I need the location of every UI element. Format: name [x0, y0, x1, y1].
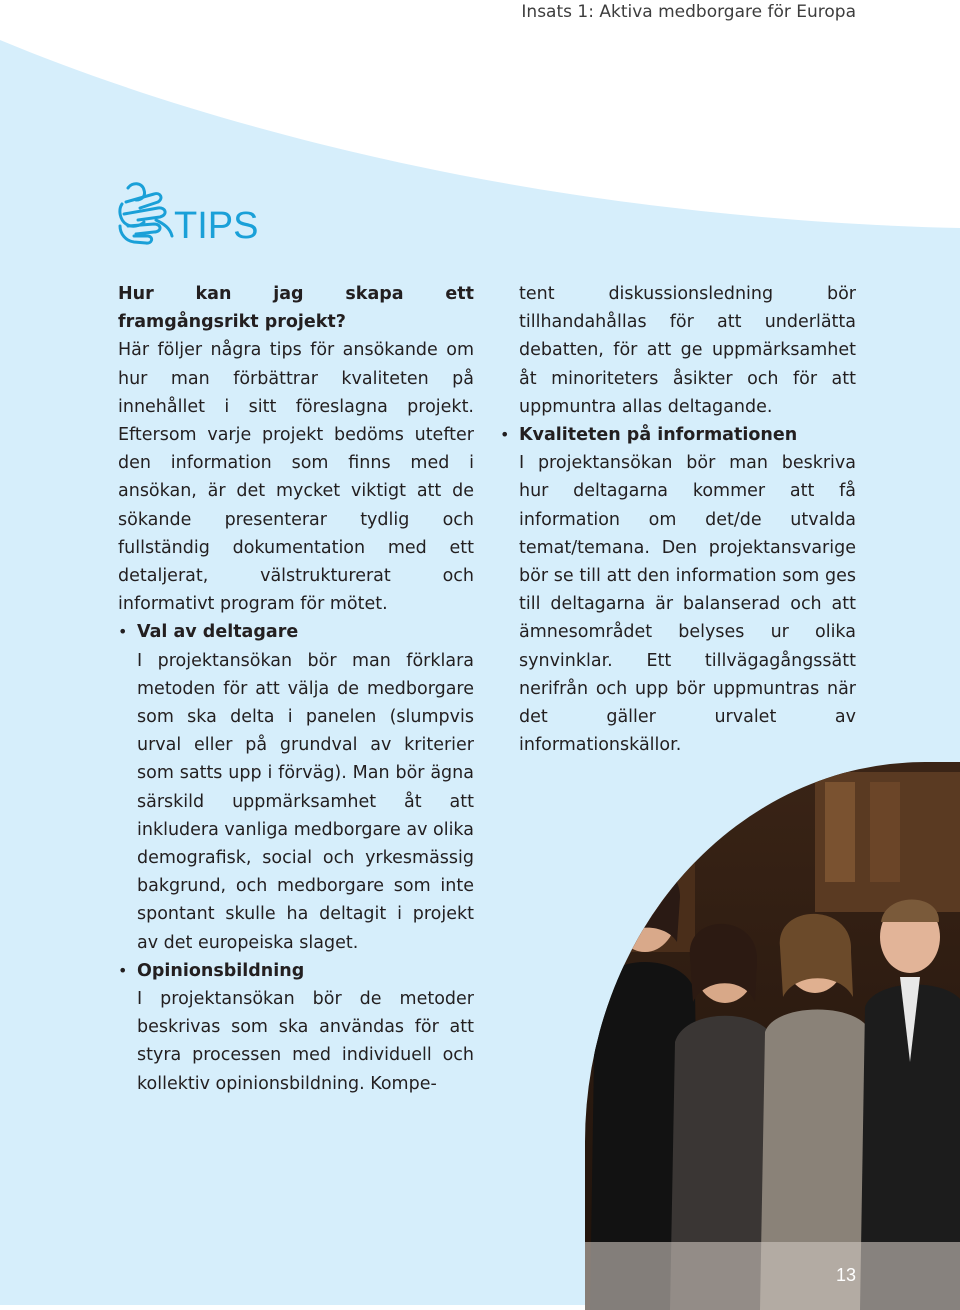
tips-title: TIPS — [174, 205, 259, 247]
bullet-body: I projektansökan bör man förklara metoden för att välja de medborgare som ska delta i panelen (slumpvis urval eller på grundval av kriterier som satts upp i förväg). Man bör ägna särskild uppmärksamhet åt att inkludera vanliga medborgare av olika demografisk, social och yrkesmässig bakgrund, och medborgare som inte spontant skulle ha deltagit i projekt av det europeiska slaget. — [137, 650, 474, 953]
bullet-opinionsbildning — [118, 957, 474, 1098]
bullet-title: Opinionsbildning — [137, 960, 305, 981]
intro-paragraph — [118, 280, 474, 618]
tips-hand-icon — [114, 180, 176, 246]
continuation-text: tent diskussionsledning bör tillhandahållas för att underlätta debatten, för att ge uppmärksamhet åt minoriteters åsikter och för att uppmuntra allas deltagande. — [519, 284, 856, 417]
bullet-title: Kvaliteten på informationen — [519, 425, 798, 446]
intro-text: Här följer några tips för ansökande om hur man förbättrar kvaliteten på innehållet i sitt föreslagna projekt. Eftersom varje projekt bedöms utefter den information som finns med i ansökan, är det mycket viktigt att de sökande presenterar tydlig och fullständig dokumentation med ett detaljerat, välstrukturerat och informativt program för mötet. — [118, 340, 474, 615]
continuation-block — [500, 280, 856, 421]
bullet-body: I projektansökan bör man beskriva hur deltagarna kommer att få information om det/de utvalda temat/temana. Den projektansvarige bör se till att den information som ges till deltagarna är balanserad och att ämnesområdet belyses ur olika synvinklar. Ett tillvägagångssätt nerifrån och upp bör uppmuntras när det gäller urvalet av informationskällor. — [519, 453, 856, 756]
bullet-dot-icon: • — [500, 425, 510, 445]
bullet-kvaliteten-pa-informationen — [500, 421, 856, 759]
bullet-dot-icon: • — [118, 960, 128, 980]
bullet-title: Val av deltagare — [137, 622, 299, 643]
left-column — [118, 280, 474, 1098]
running-header: Insats 1: Aktiva medborgare för Europa — [521, 2, 856, 22]
page-number: 13 — [836, 1265, 857, 1285]
bullet-val-av-deltagare — [118, 618, 474, 956]
section-heading: Hur kan jag skapa ett framgångsrikt projekt? — [118, 284, 474, 333]
bullet-dot-icon: • — [118, 622, 128, 642]
right-column — [500, 280, 856, 759]
bullet-body: I projektansökan bör de metoder beskrivas som ska användas för att styra processen med individuell och kollektiv opinionsbildning. Kompe- — [137, 989, 474, 1094]
